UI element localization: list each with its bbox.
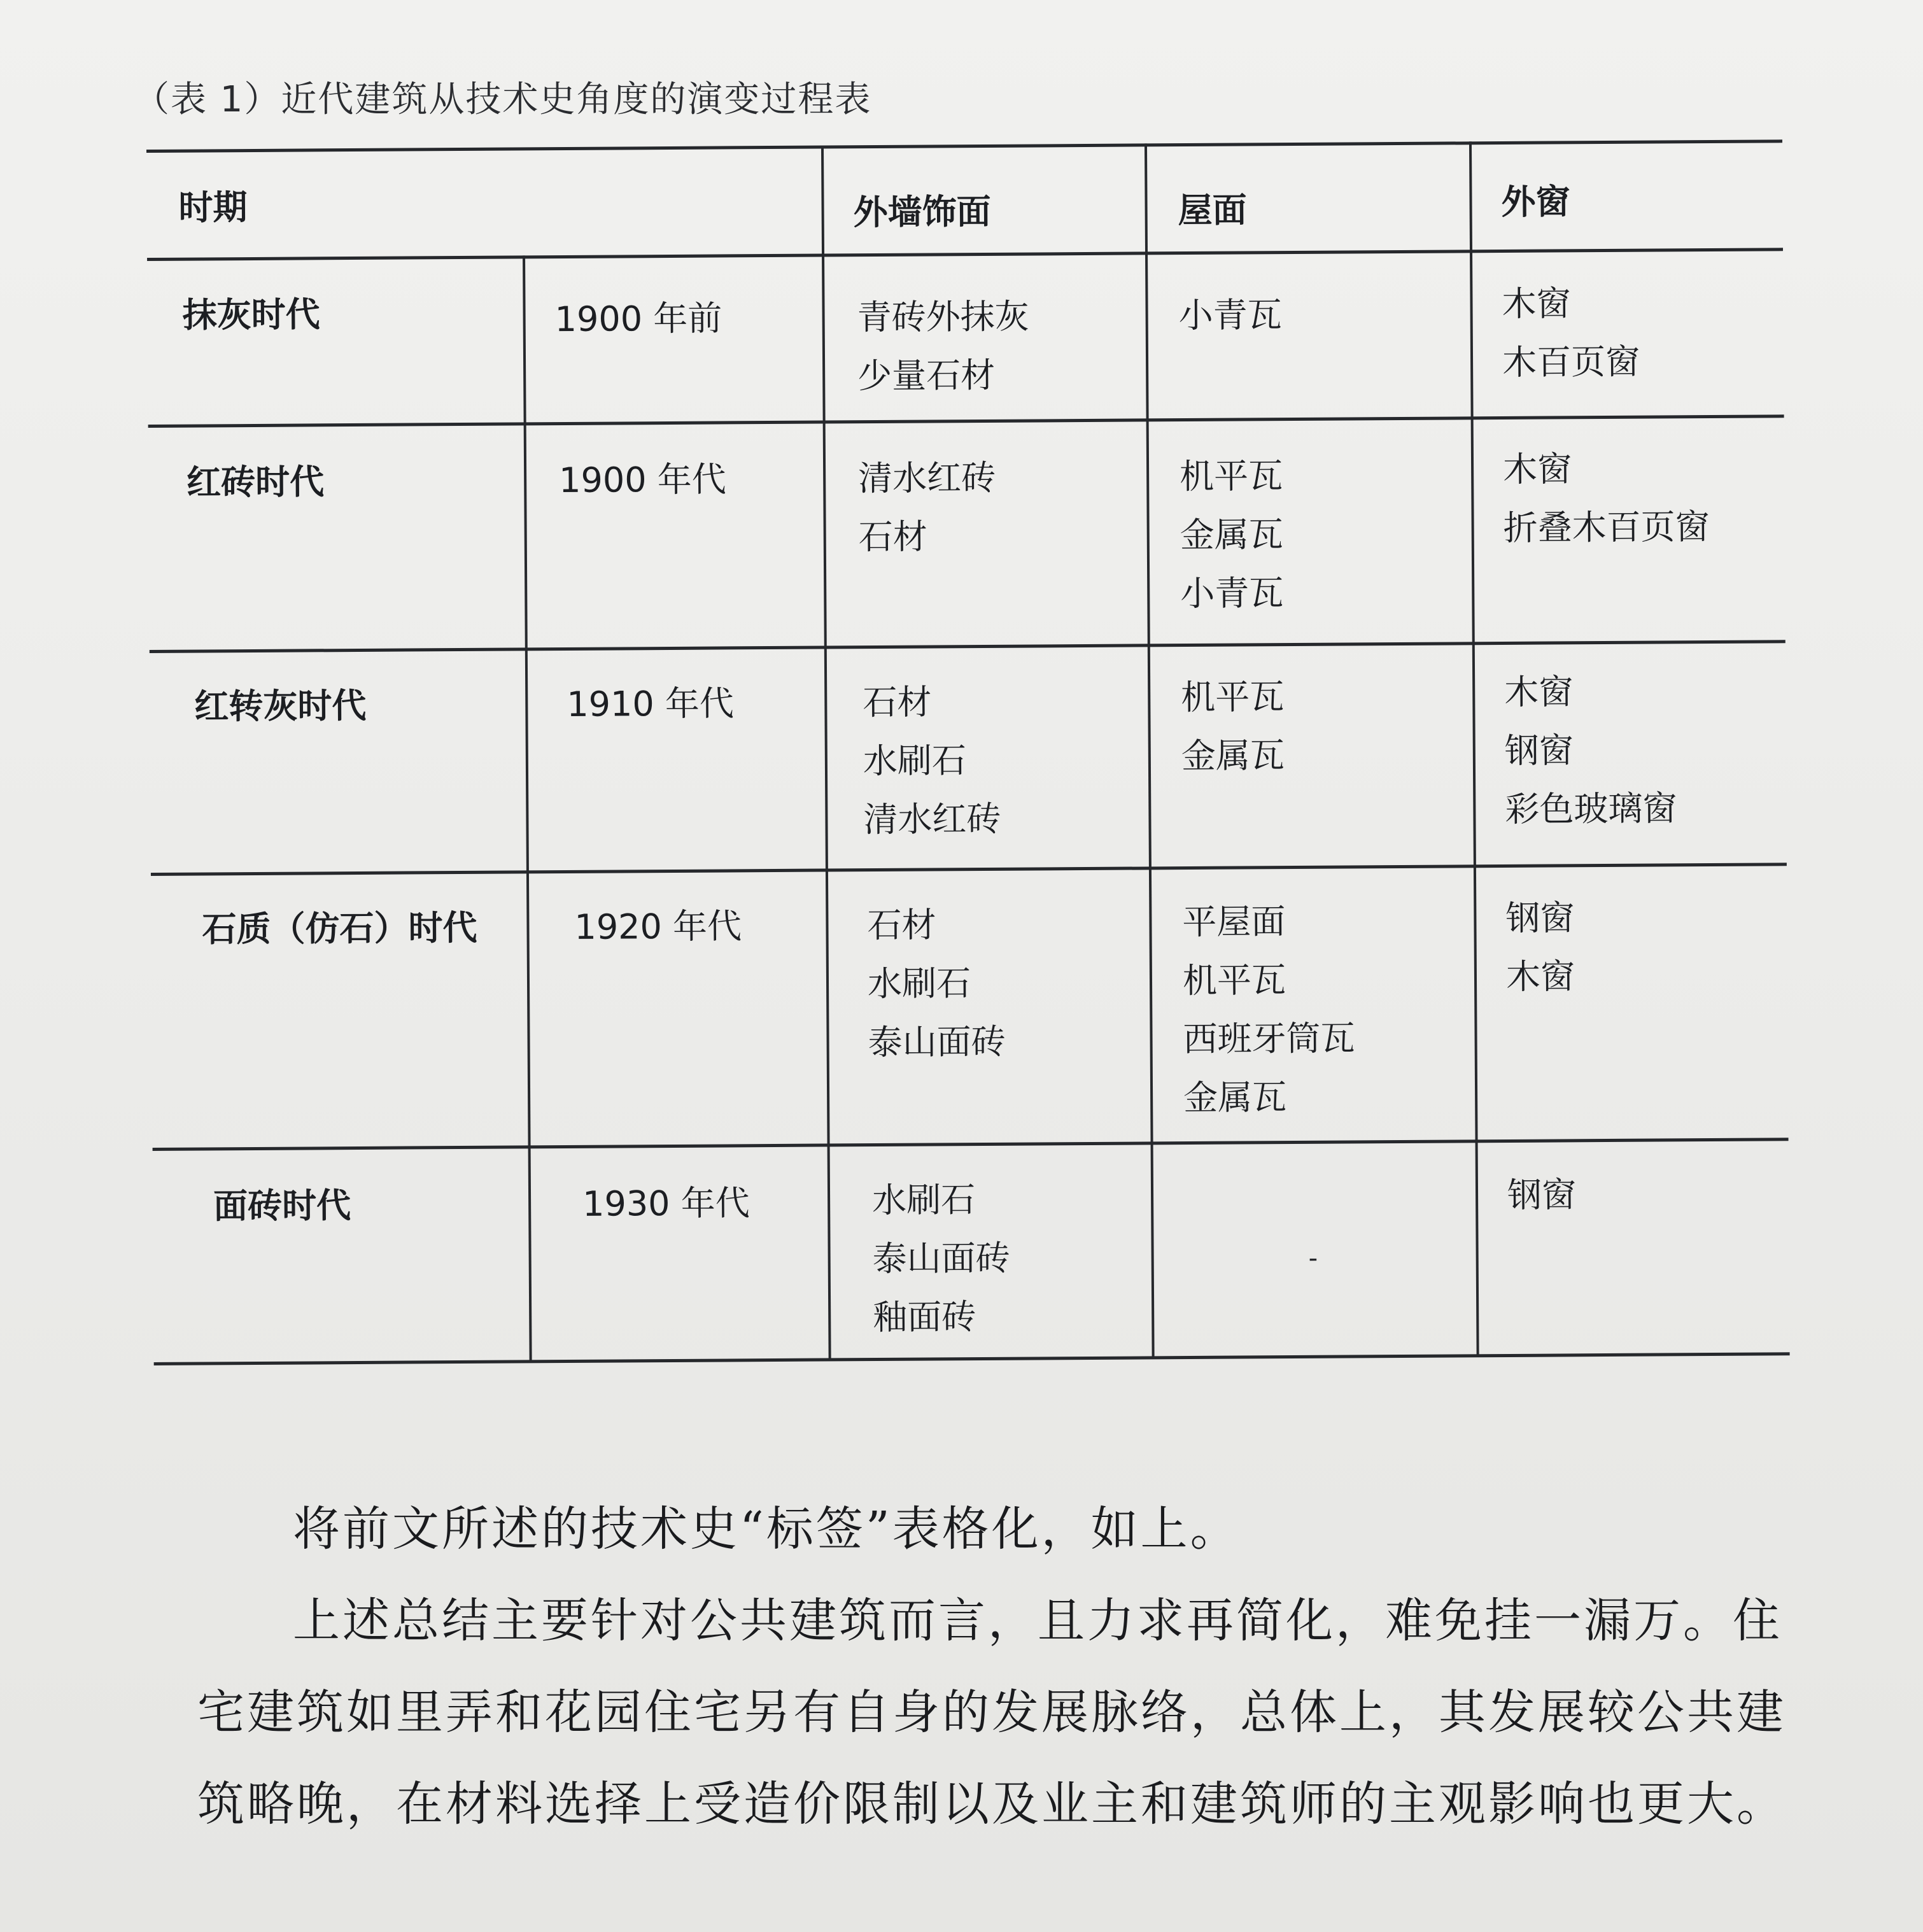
row-3-window-item: 木窗 [1504,672,1574,712]
row-2-window-item: 木窗 [1502,449,1572,490]
row-2-wall-item: 清水红砖 [857,457,996,499]
body-text [197,1483,1789,1850]
row-rule-3 [151,863,1787,876]
row-3-wall-item: 石材 [863,682,932,723]
header-window: 外窗 [1501,181,1570,222]
row-2-date: 1900 年代 [558,459,726,501]
row-3-window-item: 钢窗 [1504,730,1574,771]
row-2-wall-item: 石材 [858,516,927,558]
row-5-roof-empty-dash: - [1308,1243,1318,1273]
row-2-roof-item: 金属瓦 [1180,514,1283,556]
header-wall: 外墙饰面 [853,191,991,233]
row-3-window [1504,662,1677,839]
header-bottom-rule [147,248,1783,261]
paragraph-2: 上述总结主要针对公共建筑而言，且力求再简化，难免挂一漏万。住宅建筑如里弄和花园住宅另有自身的发展脉络，总体上，其发展较公共建筑略晚，在材料选择上受造价限制以及业主和建筑师的主观影响也更大。 [197,1593,1786,1831]
row-5-wall [872,1171,1011,1347]
row-5-window [1507,1166,1577,1225]
row-4-era: 石质（仿石）时代 [202,907,477,950]
row-4-wall [867,896,1006,1072]
row-4-date: 1920 年代 [574,906,742,947]
row-3-wall-item: 水刷石 [863,740,967,782]
row-3-roof-item: 金属瓦 [1181,735,1285,777]
row-3-window-item: 彩色玻璃窗 [1505,788,1677,829]
row-1-wall-item: 青砖外抹灰 [857,296,1029,338]
row-5-era: 面砖时代 [213,1185,351,1227]
row-5-window-item: 钢窗 [1507,1174,1577,1215]
row-rule-1 [148,414,1784,428]
row-4-roof-item: 机平瓦 [1182,960,1286,1001]
row-3-roof [1181,668,1285,786]
row-2-window-item: 折叠木百页窗 [1503,507,1710,548]
col-divider-wall [821,146,831,1360]
row-1-date: 1900 年前 [554,298,722,340]
row-5-wall-item: 泰山面砖 [872,1237,1010,1280]
row-1-roof-item: 小青瓦 [1178,295,1282,336]
table-caption: （表 1）近代建筑从技术史角度的演变过程表 [134,79,872,120]
row-4-wall-item: 石材 [867,905,936,946]
row-1-window-item: 木窗 [1502,283,1571,324]
row-2-roof [1180,447,1284,623]
row-1-era: 抹灰时代 [182,294,320,335]
row-5-date: 1930 年代 [582,1183,750,1224]
row-1-roof [1178,286,1282,345]
evolution-table [146,139,1790,1372]
table-bottom-rule [154,1352,1790,1365]
row-4-window-item: 木窗 [1505,956,1575,997]
header-roof: 屋面 [1178,190,1247,231]
row-3-wall [863,673,1001,849]
row-2-window [1503,439,1710,558]
row-4-roof-item: 西班牙筒瓦 [1183,1018,1355,1060]
row-3-wall-item: 清水红砖 [863,798,1001,840]
row-4-roof-item: 平屋面 [1182,901,1286,943]
row-4-roof-item: 金属瓦 [1183,1077,1287,1118]
row-2-era: 红砖时代 [187,462,325,503]
row-5-wall-item: 釉面砖 [873,1297,976,1338]
row-1-window [1502,274,1640,392]
col-divider-roof [1145,143,1155,1357]
paragraph-1: 将前文所述的技术史“标签”表格化，如上。 [293,1502,1240,1556]
row-5-wall-item: 水刷石 [871,1180,976,1221]
row-3-roof-item: 机平瓦 [1181,677,1285,718]
row-rule-4 [153,1138,1789,1151]
header-period: 时期 [178,187,248,228]
row-2-roof-item: 小青瓦 [1180,573,1284,614]
col-divider-window [1469,141,1479,1355]
row-2-roof-item: 机平瓦 [1179,456,1283,497]
row-4-roof [1182,892,1355,1127]
col-divider-date [523,255,532,1361]
row-1-window-item: 木百页窗 [1502,341,1640,383]
row-1-wall [857,288,1029,406]
row-2-wall [858,449,996,567]
row-rule-2 [150,640,1786,653]
row-4-wall-item: 泰山面砖 [868,1021,1006,1063]
table-top-rule [146,139,1782,153]
row-3-era: 红转灰时代 [194,685,367,727]
row-4-wall-item: 水刷石 [867,963,971,1005]
row-4-window [1505,889,1575,1006]
row-4-window-item: 钢窗 [1505,898,1575,938]
row-1-wall-item: 少量石材 [857,355,996,397]
row-3-date: 1910 年代 [567,683,735,724]
